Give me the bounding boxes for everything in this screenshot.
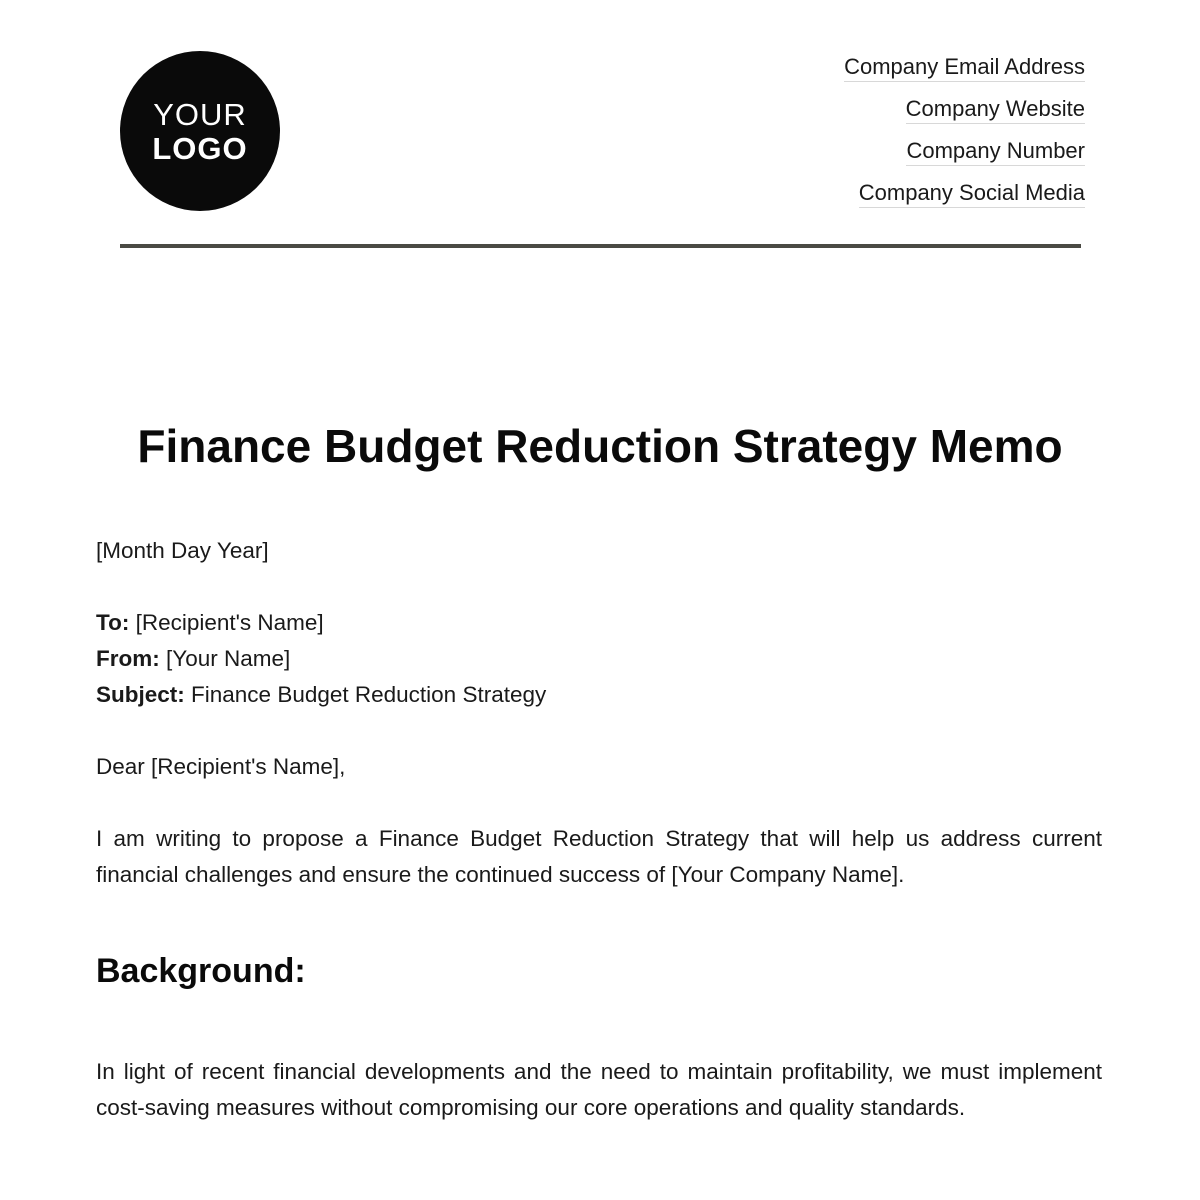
from-label: From: <box>96 646 160 671</box>
header-divider <box>120 244 1081 248</box>
company-email: Company Email Address <box>844 54 1085 82</box>
to-label: To: <box>96 610 130 635</box>
logo-text-logo: LOGO <box>152 130 248 166</box>
memo-from-row <box>96 641 1102 677</box>
subject-label: Subject: <box>96 682 185 707</box>
company-logo <box>120 51 280 211</box>
from-value: [Your Name] <box>159 646 291 671</box>
memo-subject-row <box>96 677 1102 713</box>
company-website: Company Website <box>906 96 1085 124</box>
memo-greeting: Dear [Recipient's Name], <box>96 754 346 779</box>
logo-text-your: YOUR <box>153 96 247 132</box>
to-value: [Recipient's Name] <box>129 610 324 635</box>
memo-date: [Month Day Year] <box>96 538 269 563</box>
background-heading: Background: <box>96 952 306 990</box>
memo-to-row <box>96 605 1102 641</box>
company-number: Company Number <box>906 138 1085 166</box>
background-paragraph: In light of recent financial developments and the need to maintain profitability, we must implement cost-saving measures without compromising our core operations and quality standards. <box>96 1059 1102 1120</box>
company-social-media: Company Social Media <box>859 180 1085 208</box>
memo-meta <box>96 605 1102 713</box>
company-contact-block <box>844 54 1085 222</box>
subject-value: Finance Budget Reduction Strategy <box>184 682 547 707</box>
memo-title: Finance Budget Reduction Strategy Memo <box>137 420 1063 472</box>
memo-intro-paragraph: I am writing to propose a Finance Budget Reduction Strategy that will help us address current financial challenges and ensure the continued success of [Your Company Name]. <box>96 826 1102 887</box>
